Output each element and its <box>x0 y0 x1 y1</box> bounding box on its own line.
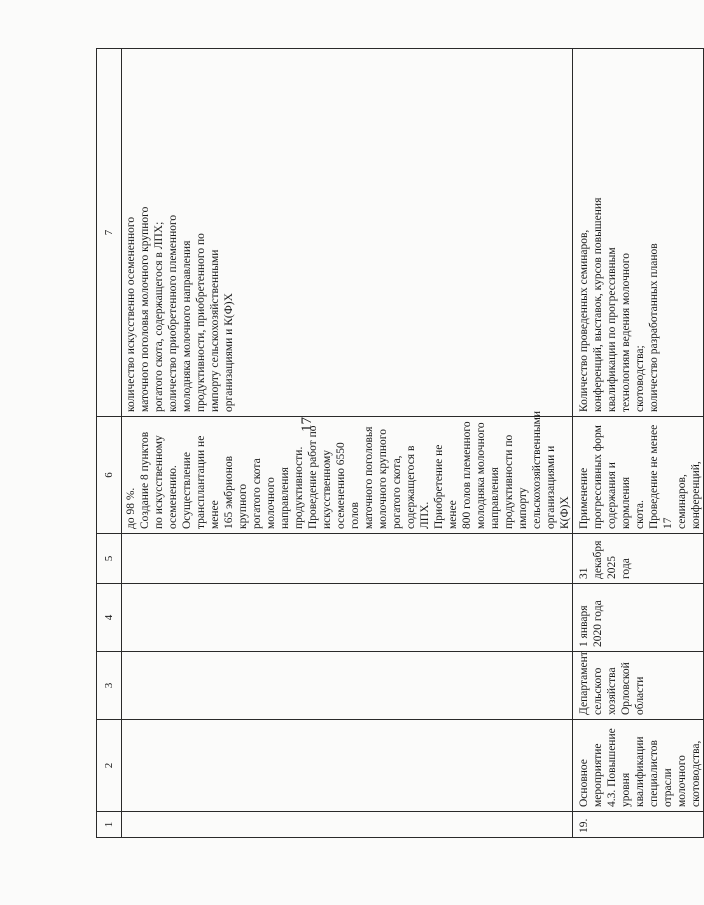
measure-name-cell <box>122 720 573 812</box>
table-row <box>122 49 573 838</box>
executor-cell: Департамент сельского хозяйства Орловской области <box>573 652 704 720</box>
start-date-cell: 1 января 2020 года <box>573 584 704 652</box>
row-number-cell: 19. <box>573 812 704 838</box>
column-header-6: 6 <box>97 417 122 534</box>
column-header-3: 3 <box>97 652 122 720</box>
end-date-cell <box>122 534 573 584</box>
column-header-7: 7 <box>97 49 122 417</box>
indicator-cell: Количество проведенных семинаров, конференций, выставок, курсов повышения квалификации по прогрессивным технологиям ведения молочного скотоводства; количество разработанных планов <box>573 49 704 417</box>
column-header-2: 2 <box>97 720 122 812</box>
column-header-1: 1 <box>97 812 122 838</box>
header-row <box>97 49 122 838</box>
table-row <box>573 49 704 838</box>
end-date-cell: 31 декабря 2025 года <box>573 534 704 584</box>
column-header-5: 5 <box>97 534 122 584</box>
program-table-sheet <box>96 48 702 838</box>
column-header-4: 4 <box>97 584 122 652</box>
expected-result-cell: до 98 %. Создание 8 пунктов по искусственному осеменению. Осуществление трансплантации не менее 165 эмбрионов крупного рогатого скота молочного направления продуктивности. Проведение работ по искусственному осеменению 6550 голов маточного поголовья молочного крупного рогатого скота, содержащегося в ЛПХ. Приобретение не менее 800 голов племенного молодняка молочного направления продуктивности по импорту сельскохозяйственными организациями и К(Ф)Х <box>122 417 573 534</box>
indicator-cell: количество искусственно осемененного маточного поголовья молочного крупного рогатого скота, содержащегося в ЛПХ; количество приобретенного племенного молодняка молочного направления продуктивности, приобретенного по импорту сельскохозяйственными организациями и К(Ф)Х <box>122 49 573 417</box>
program-table <box>96 48 704 838</box>
expected-result-cell: Применение прогрессивных форм содержания и кормления скота. Проведение не менее 17 семинаров, конференций, <box>573 417 704 534</box>
row-number-cell <box>122 812 573 838</box>
start-date-cell <box>122 584 573 652</box>
measure-name-cell: Основное мероприятие 4.3. Повышение уровня квалификации специалистов отрасли молочного скотоводства, <box>573 720 704 812</box>
executor-cell <box>122 652 573 720</box>
page-number: 17 <box>299 417 315 432</box>
